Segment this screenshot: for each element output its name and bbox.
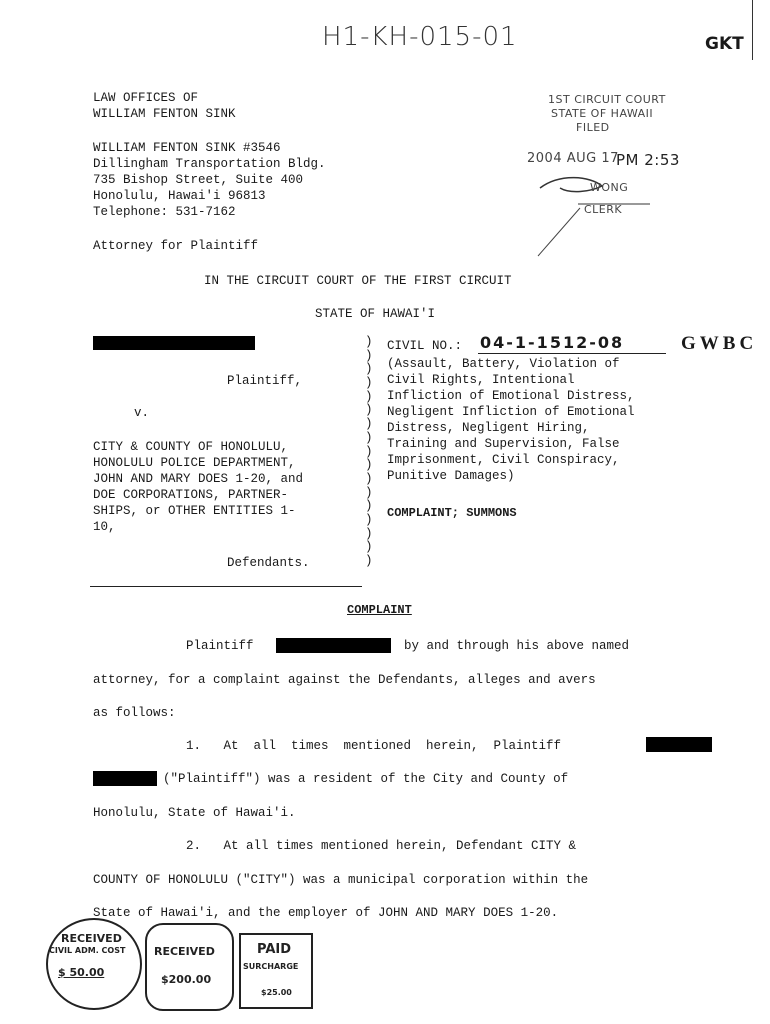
claim-line-5: Distress, Negligent Hiring,: [387, 421, 590, 435]
civil-no-underline: [478, 353, 666, 354]
claim-line-1: (Assault, Battery, Violation of: [387, 357, 620, 371]
stamp3-amount: $25.00: [261, 988, 292, 997]
caption-divider: [90, 586, 362, 587]
filed-stamp-filed: FILED: [576, 121, 610, 134]
attorney-role: Attorney for Plaintiff: [93, 239, 259, 253]
civil-no: 04-1-1512-08: [480, 333, 625, 352]
plaintiff-label: Plaintiff,: [227, 374, 303, 388]
redacted-plaintiff-name-p1a: [646, 737, 712, 752]
intro-line-3: as follows:: [93, 706, 176, 720]
complaint-heading: COMPLAINT: [347, 603, 412, 617]
stamp3-sub: SURCHARGE: [243, 962, 299, 971]
defendant-line-1: CITY & COUNTY OF HONOLULU,: [93, 440, 289, 454]
defendant-line-5: SHIPS, or OTHER ENTITIES 1-: [93, 504, 296, 518]
claim-line-2: Civil Rights, Intentional: [387, 373, 575, 387]
defendant-line-3: JOHN AND MARY DOES 1-20, and: [93, 472, 304, 486]
stamp2-title: RECEIVED: [154, 945, 215, 958]
court-state: STATE OF HAWAI'I: [315, 307, 436, 321]
para-2-line-1: 2. At all times mentioned herein, Defendant CITY &: [186, 839, 577, 853]
claim-line-3: Infliction of Emotional Distress,: [387, 389, 635, 403]
intro-line-2: attorney, for a complaint against the Defendants, alleges and avers: [93, 673, 596, 687]
stamp2-amount: $200.00: [161, 973, 212, 986]
stamp3-title: PAID: [257, 942, 292, 957]
filed-stamp-time: PM 2:53: [616, 151, 680, 169]
filed-stamp-court: 1ST CIRCUIT COURT: [548, 93, 666, 106]
para-1-line-1: 1. At all times mentioned herein, Plaintiff: [186, 739, 562, 753]
para-1-line-2: ("Plaintiff") was a resident of the City and County of: [163, 772, 569, 786]
redacted-plaintiff-name: [93, 336, 255, 350]
caption-paren-column: ) ) ) ) ) ) ) ) ) ) ) ) ) ) ) ) ): [365, 335, 373, 568]
defendant-line-4: DOE CORPORATIONS, PARTNER-: [93, 488, 289, 502]
para-2-line-2: COUNTY OF HONOLULU ("CITY") was a municipal corporation within the: [93, 873, 589, 887]
versus: v.: [134, 406, 150, 420]
corner-mark: GKT: [705, 34, 744, 54]
civil-no-label: CIVIL NO.:: [387, 339, 463, 353]
para-2-line-3: State of Hawai'i, and the employer of JOHN AND MARY DOES 1-20.: [93, 906, 559, 920]
defendant-line-6: 10,: [93, 520, 116, 534]
intro-line-1-end: by and through his above named: [404, 639, 630, 653]
redacted-plaintiff-name-p1b: [93, 771, 157, 786]
court-name: IN THE CIRCUIT COURT OF THE FIRST CIRCUIT: [204, 274, 512, 288]
filed-stamp-date: 2004 AUG 17: [527, 151, 619, 166]
filed-stamp-state: STATE OF HAWAII: [551, 107, 654, 120]
judge-code: GWBC: [681, 333, 758, 354]
attorney-building: Dillingham Transportation Bldg.: [93, 157, 326, 171]
attorney-name: WILLIAM FENTON SINK #3546: [93, 141, 281, 155]
clerk-title: CLERK: [584, 203, 623, 216]
para-1-line-3: Honolulu, State of Hawai'i.: [93, 806, 296, 820]
received-fee-stamp: [145, 923, 234, 1011]
intro-plaintiff-word: Plaintiff: [186, 639, 254, 653]
handwritten-case-id: H1-KH-015-01: [322, 22, 518, 52]
stamp1-sub: CIVIL ADM. COST: [49, 946, 126, 955]
claim-line-6: Training and Supervision, False: [387, 437, 620, 451]
claim-line-8: Punitive Damages): [387, 469, 515, 483]
firm-line-2: WILLIAM FENTON SINK: [93, 107, 236, 121]
page-edge-line: [752, 0, 753, 60]
redacted-plaintiff-name-intro: [276, 638, 391, 653]
stamp1-title: RECEIVED: [61, 932, 122, 945]
attorney-street: 735 Bishop Street, Suite 400: [93, 173, 304, 187]
claim-line-4: Negligent Infliction of Emotional: [387, 405, 635, 419]
stamp1-amount: $ 50.00: [58, 966, 105, 979]
attorney-city: Honolulu, Hawai'i 96813: [93, 189, 266, 203]
document-type: COMPLAINT; SUMMONS: [387, 506, 517, 520]
defendants-label: Defendants.: [227, 556, 310, 570]
defendant-line-2: HONOLULU POLICE DEPARTMENT,: [93, 456, 296, 470]
claim-line-7: Imprisonment, Civil Conspiracy,: [387, 453, 620, 467]
clerk-name: WONG: [590, 181, 629, 194]
attorney-telephone: Telephone: 531-7162: [93, 205, 236, 219]
firm-line-1: LAW OFFICES OF: [93, 91, 199, 105]
